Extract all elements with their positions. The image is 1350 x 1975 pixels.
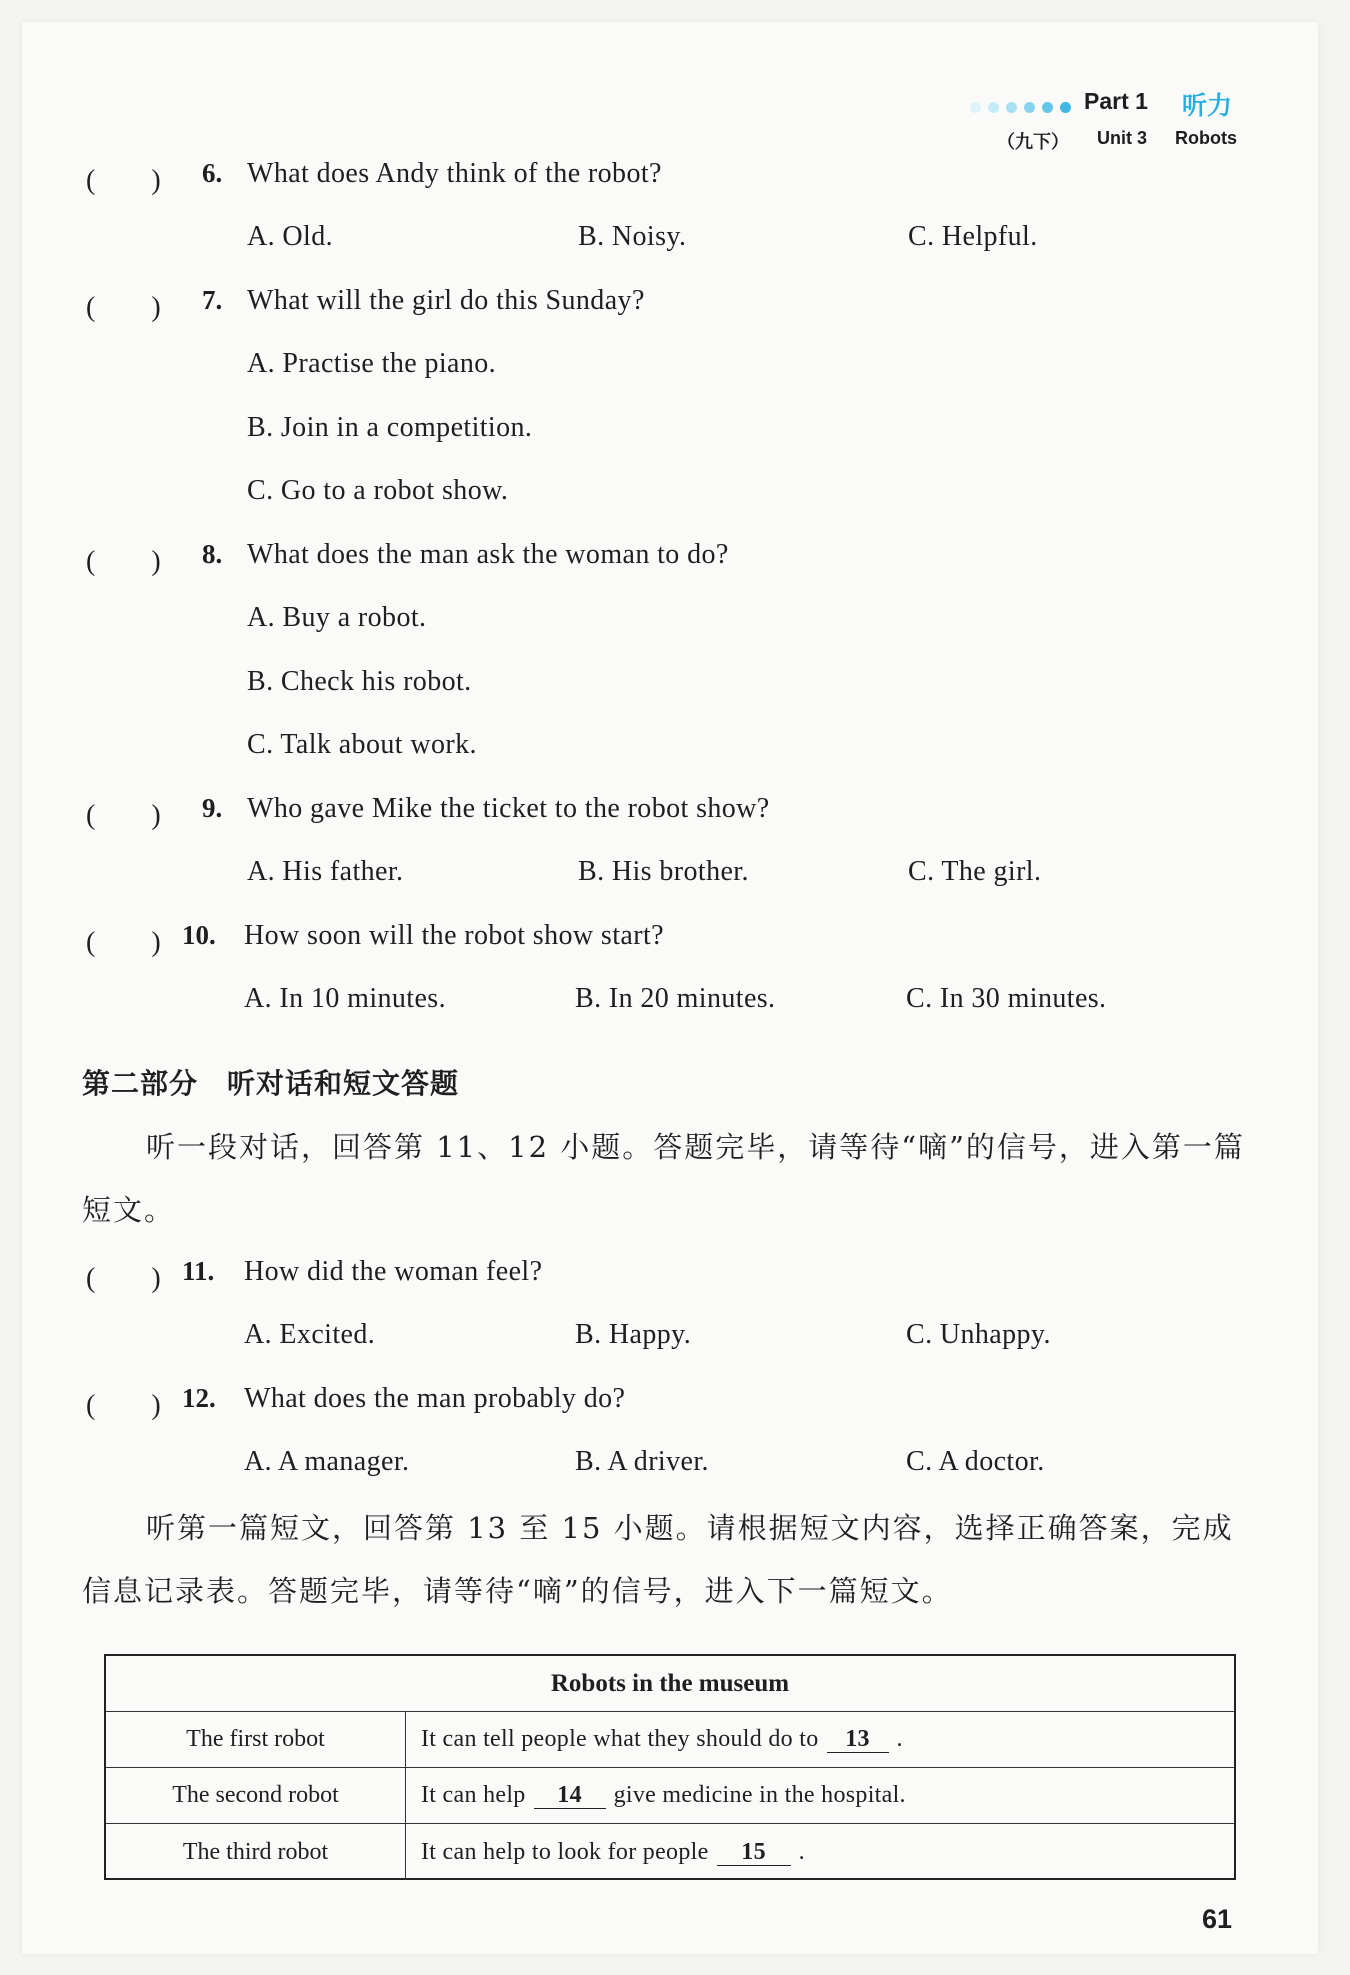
header-dot-icon (1060, 102, 1071, 113)
table-cell-text: . (896, 1726, 903, 1752)
question-number: 11. (182, 1256, 215, 1286)
table-row (106, 1824, 1234, 1880)
header-book-label: （九下） (997, 132, 1069, 153)
table-cell-text: It can help to look for people (421, 1838, 709, 1865)
question-text: How did the woman feel? (244, 1256, 543, 1287)
table-row-label: The first robot (106, 1712, 406, 1767)
header-dot-icon (1042, 102, 1053, 113)
table-row (106, 1712, 1234, 1768)
page-number: 61 (1202, 1904, 1233, 1934)
question-text: What does Andy think of the robot? (247, 158, 662, 189)
table-cell-text: . (798, 1838, 805, 1865)
option-a: A. His father. (247, 856, 404, 887)
info-record-table (104, 1654, 1236, 1880)
header-dot-icon (1024, 102, 1035, 113)
question-number: 9. (202, 793, 223, 823)
header-dot-icon (970, 102, 981, 113)
option-a: A. In 10 minutes. (244, 983, 447, 1014)
answer-blank[interactable]: ( ) (86, 1390, 161, 1421)
table-row-content (421, 1824, 805, 1880)
answer-blank[interactable]: ( ) (86, 546, 161, 577)
option-a: A. Practise the piano. (247, 348, 497, 379)
header-unit-title: Robots (1175, 128, 1237, 148)
table-title: Robots in the museum (106, 1656, 1234, 1712)
option-c: C. Unhappy. (906, 1319, 1051, 1350)
option-c: C. A doctor. (906, 1446, 1045, 1477)
instruction-text: 信息记录表。答题完毕，请等待“嘀”的信号，进入下一篇短文。 (82, 1574, 953, 1608)
section-title: 第二部分 听对话和短文答题 (82, 1067, 460, 1100)
instruction-text: 听一段对话，回答第 11、12 小题。答题完毕，请等待“嘀”的信号，进入第一篇 (146, 1130, 1245, 1164)
question-number: 6. (202, 158, 223, 188)
option-b: B. His brother. (578, 856, 749, 887)
table-cell-text: It can help (421, 1782, 526, 1808)
question-number: 10. (182, 920, 216, 950)
table-row-label: The third robot (106, 1824, 406, 1880)
answer-blank[interactable]: ( ) (86, 1263, 161, 1294)
answer-blank[interactable]: ( ) (86, 927, 161, 958)
option-a: A. A manager. (244, 1446, 410, 1477)
header-dots-decoration (970, 98, 1080, 114)
instruction-text: 听第一篇短文，回答第 13 至 15 小题。请根据短文内容，选择正确答案，完成 (146, 1511, 1234, 1545)
answer-blank-14[interactable]: 14 (534, 1782, 606, 1809)
option-a: A. Old. (247, 221, 334, 252)
question-text: Who gave Mike the ticket to the robot show? (247, 793, 770, 824)
question-text: How soon will the robot show start? (244, 920, 664, 951)
option-c: C. The girl. (908, 856, 1042, 887)
table-row-label: The second robot (106, 1768, 406, 1823)
question-number: 12. (182, 1383, 216, 1413)
option-c: C. Helpful. (908, 221, 1038, 252)
question-text: What does the man ask the woman to do? (247, 539, 729, 570)
header-part-label: Part 1 (1084, 88, 1148, 114)
instruction-text: 短文。 (82, 1193, 176, 1227)
option-b: B. Join in a competition. (247, 412, 533, 443)
option-b: B. Check his robot. (247, 666, 472, 697)
table-row (106, 1768, 1234, 1824)
answer-blank[interactable]: ( ) (86, 165, 161, 196)
table-row-content (421, 1768, 906, 1823)
option-b: B. Happy. (575, 1319, 692, 1350)
option-b: B. In 20 minutes. (575, 983, 776, 1014)
option-b: B. A driver. (575, 1446, 709, 1477)
option-c: C. Talk about work. (247, 729, 477, 760)
header-section-label: 听力 (1182, 91, 1233, 120)
workbook-page (22, 22, 1318, 1954)
option-a: A. Buy a robot. (247, 602, 427, 633)
question-number: 8. (202, 539, 223, 569)
table-cell-text: It can tell people what they should do to (421, 1726, 819, 1752)
answer-blank-15[interactable]: 15 (717, 1839, 791, 1866)
answer-blank[interactable]: ( ) (86, 800, 161, 831)
header-unit-label: Unit 3 (1097, 128, 1148, 148)
table-row-content (421, 1712, 903, 1767)
option-c: C. Go to a robot show. (247, 475, 509, 506)
question-number: 7. (202, 285, 223, 315)
header-dot-icon (988, 102, 999, 113)
table-cell-text: give medicine in the hospital. (613, 1782, 906, 1808)
option-c: C. In 30 minutes. (906, 983, 1107, 1014)
question-text: What will the girl do this Sunday? (247, 285, 645, 316)
option-b: B. Noisy. (578, 221, 687, 252)
answer-blank[interactable]: ( ) (86, 292, 161, 323)
option-a: A. Excited. (244, 1319, 376, 1350)
question-text: What does the man probably do? (244, 1383, 626, 1414)
header-dot-icon (1006, 102, 1017, 113)
answer-blank-13[interactable]: 13 (827, 1726, 889, 1753)
